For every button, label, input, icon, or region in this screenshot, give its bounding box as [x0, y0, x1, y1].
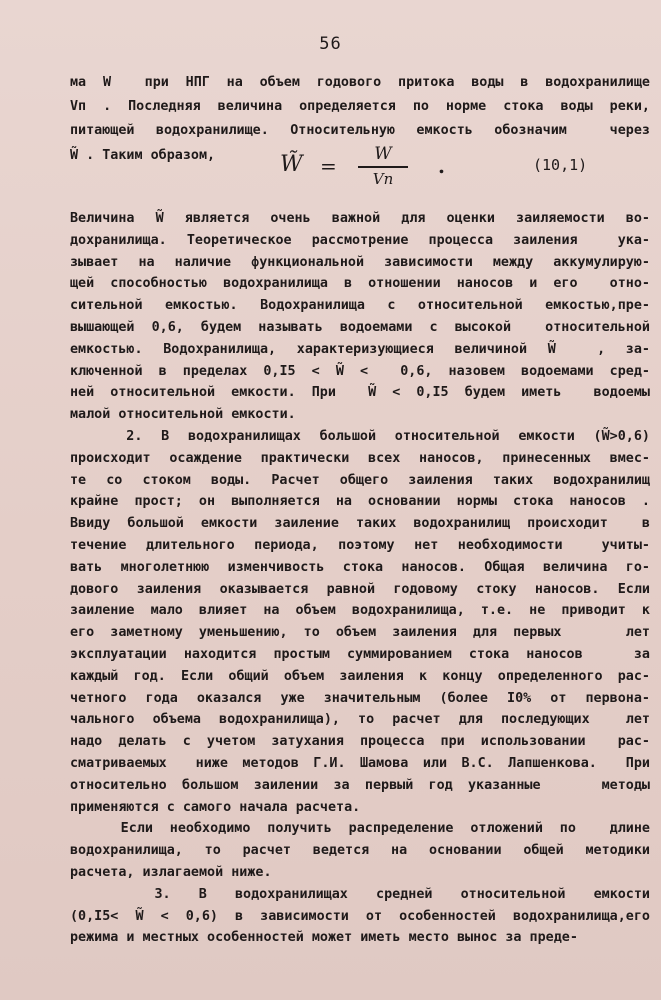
text-line: чального объема водохранилища), то расчет для последующих лет [70, 712, 650, 728]
text-line: Ввиду большой емкости заиление таких водохранилищ происходит в [70, 516, 650, 532]
text-line: зывает на наличие функциональной зависимости между аккумулирую- [70, 254, 650, 270]
text-line: его заметному уменьшению, то объем заиления для первых лет [70, 625, 650, 641]
text-line: Величина W̃ является очень важной для оценки заиляемости во- [70, 211, 650, 226]
text-line: (0,I5< W̃ < 0,6) в зависимости от особенностей водохранилища,его [70, 908, 650, 924]
text-line: те со стоком воды. Расчет общего заиления таких водохранилищ [70, 472, 650, 488]
text-line: Если необходимо получить распределение отложений по длине [70, 821, 650, 837]
text-line: дового заиления оказывается равной годовому стоку наносов. Если [70, 581, 650, 597]
formula-lhs: W̃ [280, 152, 303, 177]
text-line: эксплуатации находится простым суммированием стока наносов за [70, 647, 650, 662]
formula-fraction [358, 144, 408, 188]
text-line: щей способностью водохранилища в отношении наносов и его отно- [70, 276, 650, 292]
text-line: расчета, излагаемой ниже. [70, 865, 272, 880]
text-line: четного года оказался уже значительным (более I0% от первона- [70, 690, 650, 706]
text-line: питающей водохранилище. Относительную емкость обозначим через [70, 123, 650, 138]
text-line: Vп . Последняя величина определяется по норме стока воды реки, [70, 99, 650, 114]
text-line: 3. В водохранилищах средней относительной емкости [70, 886, 650, 902]
text-line: емкостью. Водохранилища, характеризующиеся величиной W̃ , за- [70, 341, 650, 357]
text-line: малой относительной емкости. [70, 407, 296, 423]
text-line: течение длительного периода, поэтому нет необходимости учиты- [70, 538, 650, 553]
page-number: 56 [319, 34, 342, 54]
equation-number: (10,1) [533, 156, 588, 174]
text-line: дохранилища. Теоретическое рассмотрение процесса заиления ука- [70, 232, 650, 248]
text-line: сительной емкостью. Водохранилища с относительной емкостью,пре- [70, 298, 650, 314]
text-line: 2. В водохранилищах большой относительной емкости (W̃>0,6) [70, 429, 650, 444]
formula-numerator: W [374, 144, 392, 164]
text-line: сматриваемых ниже методов Г.И. Шамова или В.С. Лапшенкова. При [70, 756, 650, 771]
text-line: каждый год. Если общий объем заиления к концу определенного рас- [70, 668, 650, 684]
formula-period: . [438, 154, 445, 178]
text-line: водохранилища, то расчет ведется на основании общей методики [70, 843, 650, 859]
formula-equals: = [320, 154, 337, 178]
text-line: ней относительной емкости. При W̃ < 0,I5 будем иметь водоемы [70, 385, 650, 401]
text-line: относительно большом заилении за первый год указанные методы [70, 777, 650, 793]
text-line: заиление мало влияет на объем водохранилища, т.е. не приводит к [70, 603, 650, 619]
text-line: W̃ . Таким образом, [70, 148, 216, 163]
text-line: крайне прост; он выполняется на основании нормы стока наносов . [70, 494, 650, 510]
text-line: происходит осаждение практически всех наносов, принесенных вмес- [70, 450, 650, 466]
text-line: вать многолетнюю изменчивость стока наносов. Общая величина го- [70, 559, 650, 575]
text-line: ма W при НПГ на объем годового притока воды в водохранилище [70, 75, 650, 90]
text-line: режима и местных особенностей может иметь место вынос за преде- [70, 930, 578, 946]
text-line: применяются с самого начала расчета. [70, 799, 361, 815]
text-line: вышающей 0,6, будем называть водоемами с высокой относительной [70, 320, 650, 335]
fraction-bar [358, 166, 408, 168]
formula-denominator: Vп [372, 169, 394, 188]
text-line: ключенной в пределах 0,I5 < W̃ < 0,6, назовем водоемами сред- [70, 363, 650, 379]
text-line: надо делать с учетом затухания процесса при использовании рас- [70, 734, 650, 750]
